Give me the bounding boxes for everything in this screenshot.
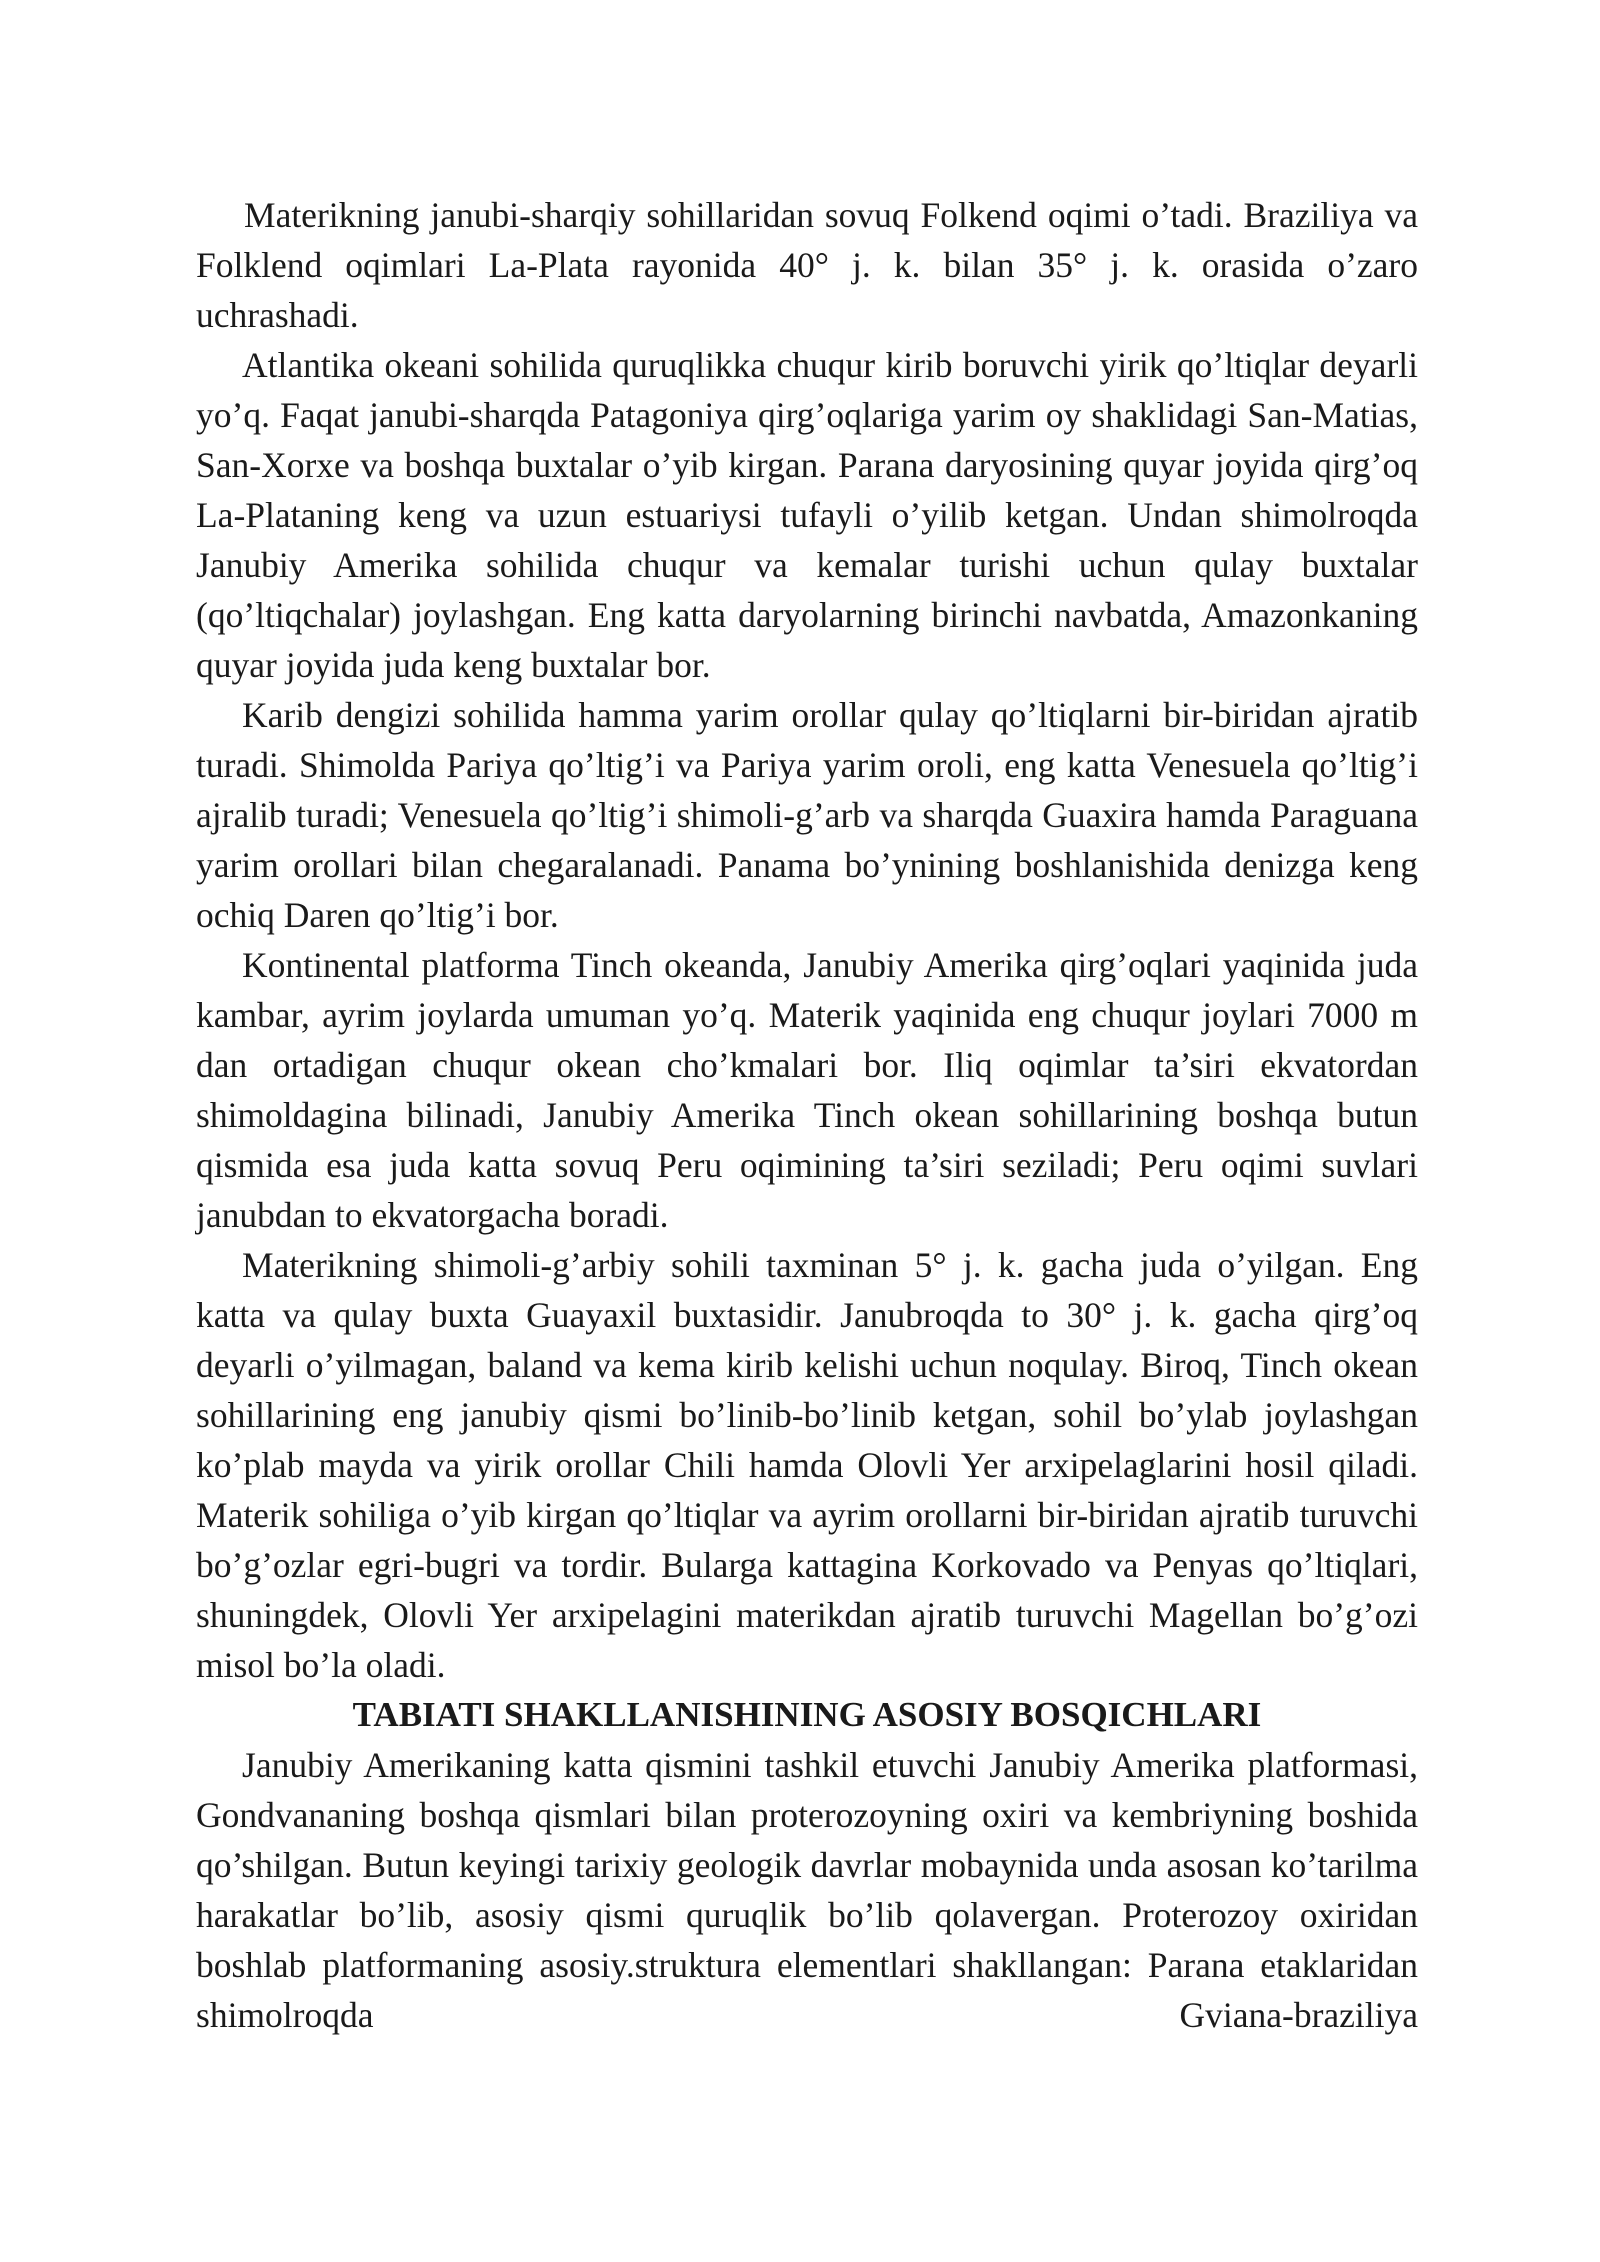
paragraph-caribbean-coast: Karib dengizi sohilida hamma yarim orollar qulay qo’ltiqlarni bir-biridan ajratib turadi. Shimolda Pariya qo’ltig’i va Pariya yarim oroli, eng katta Venesuela qo’ltig’i ajralib turadi; Venesuela qo’ltig’i shimoli-g’arb va sharqda Guaxira hamda Paraguana yarim orollari bilan chegaralanadi. Panama bo’ynining boshlanishida denizga keng ochiq Daren qo’ltig’i bor.	[196, 695, 1418, 935]
paragraph-northwest-coast: Materikning shimoli-g’arbiy sohili taxminan 5° j. k. gacha juda o’yilgan. Eng katta va qulay buxta Guayaxil buxtasidir. Janubroqda to 30° j. k. gacha qirg’oq deyarli o’yilmagan, baland va kema kirib kelishi uchun noqulay. Biroq, Tinch okean sohillarining eng janubiy qismi bo’linib-bo’linib ketgan, sohil bo’ylab joylashgan ko’plab mayda va yirik orollar Chili hamda Olovli Yer arxipelaglarini hosil qiladi. Materik sohiliga o’yib kirgan qo’ltiqlar va ayrim orollarni bir-biridan ajratib turuvchi bo’g’ozlar egri-bugri va tordir. Bularga kattagina Korkovado va Penyas qo’ltiqlari, shuningdek, Olovli Yer arxipelagini materikdan ajratib turuvchi Magellan bo’g’ozi misol bo’la oladi.	[196, 1245, 1418, 1685]
paragraph-pacific-shelf: Kontinental platforma Tinch okeanda, Janubiy Amerika qirg’oqlari yaqinida juda kambar, ayrim joylarda umuman yo’q. Materik yaqinida eng chuqur joylari 7000 m dan ortadigan chuqur okean cho’kmalari bor. Iliq oqimlar ta’siri ekvatordan shimoldagina bilinadi, Janubiy Amerika Tinch okean sohillarining boshqa butun qismida esa juda katta sovuq Peru oqimining ta’siri seziladi; Peru oqimi suvlari janubdan to ekvatorgacha boradi.	[196, 945, 1418, 1235]
document-page	[196, 190, 1418, 2040]
paragraph-currents: Materikning janubi-sharqiy sohillaridan sovuq Folkend oqimi o’tadi. Braziliya va Folklend oqimlari La-Plata rayonida 40° j. k. bilan 35° j. k. orasida o’zaro uchrashadi.	[196, 195, 1418, 335]
paragraph-geology: Janubiy Amerikaning katta qismini tashkil etuvchi Janubiy Amerika platformasi, Gondvananing boshqa qismlari bilan proterozoyning oxiri va kembriyning boshida qo’shilgan. Butun keyingi tarixiy geologik davrlar mobaynida unda asosan ko’tarilma harakatlar bo’lib, asosiy qismi quruqlik bo’lib qolavergan. Proterozoy oxiridan boshlab platformaning asosiy.struktura elementlari shakllangan: Parana etaklaridan shimolroqda Gviana-braziliya	[196, 1745, 1418, 2035]
paragraph-atlantic-coast: Atlantika okeani sohilida quruqlikka chuqur kirib boruvchi yirik qo’ltiqlar deyarli yo’q. Faqat janubi-sharqda Patagoniya qirg’oqlariga yarim oy shaklidagi San-Matias, San-Xorxe va boshqa buxtalar o’yib kirgan. Parana daryosining quyar joyida qirg’oq La-Plataning keng va uzun estuariysi tufayli o’yilib ketgan. Undan shimolroqda Janubiy Amerika sohilida chuqur va kemalar turishi uchun qulay buxtalar (qo’ltiqchalar) joylashgan. Eng katta daryolarning birinchi navbatda, Amazonkaning quyar joyida juda keng buxtalar bor.	[196, 345, 1418, 685]
section-heading: TABIATI SHAKLLANISHINING ASOSIY BOSQICHLARI	[352, 1695, 1262, 1734]
